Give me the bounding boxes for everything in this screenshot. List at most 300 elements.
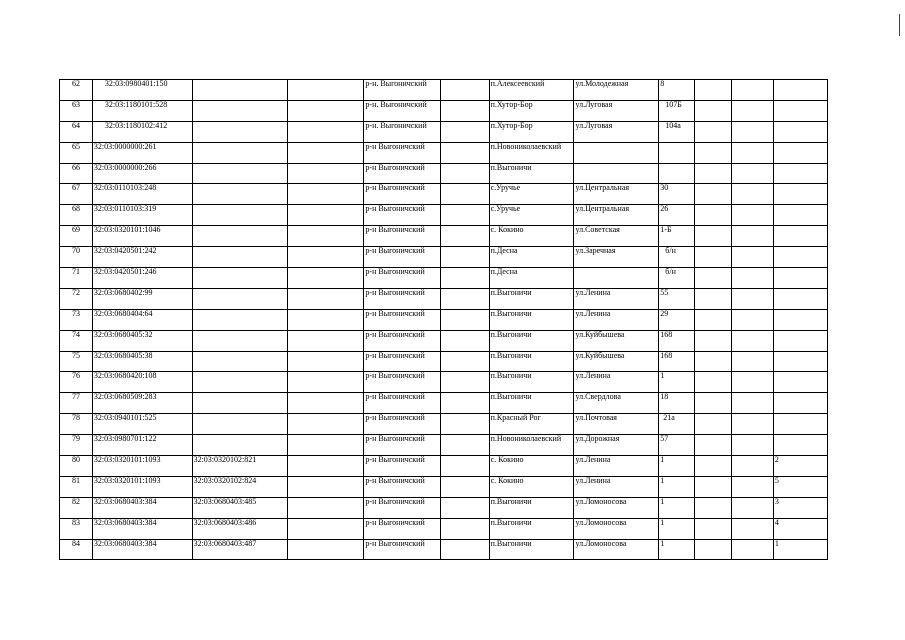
empty-cell: [288, 435, 364, 456]
apartment-number: [773, 226, 827, 247]
street-name: ул.Куйбышева: [574, 330, 659, 351]
district-name: р-н Выгоничский: [364, 414, 440, 435]
linked-cadastral-number: [192, 142, 287, 163]
empty-cell: [440, 247, 489, 268]
settlement-name: п.Хутор-Бор: [489, 100, 574, 121]
cadastral-number: 32:03:0680403:384: [92, 518, 192, 539]
table-row: [60, 288, 828, 309]
row-number: 82: [60, 497, 93, 518]
linked-cadastral-number: [192, 309, 287, 330]
street-name: ул.Ленина: [574, 456, 659, 477]
apartment-number: [773, 80, 827, 101]
table-row: [60, 121, 828, 142]
row-number: 65: [60, 142, 93, 163]
empty-cell: [695, 539, 732, 560]
empty-cell: [695, 518, 732, 539]
apartment-number: [773, 205, 827, 226]
settlement-name: п.Выгоничи: [489, 393, 574, 414]
empty-cell: [440, 309, 489, 330]
empty-cell: [695, 184, 732, 205]
linked-cadastral-number: [192, 414, 287, 435]
empty-cell: [288, 518, 364, 539]
empty-cell: [695, 456, 732, 477]
empty-cell: [732, 268, 773, 289]
street-name: ул.Ленина: [574, 476, 659, 497]
house-number: 1: [659, 518, 695, 539]
district-name: р-н. Выгоничский: [364, 100, 440, 121]
street-name: ул.Куйбышева: [574, 351, 659, 372]
street-name: ул.Луговая: [574, 121, 659, 142]
district-name: р-н Выгоничский: [364, 351, 440, 372]
settlement-name: п.Выгоничи: [489, 163, 574, 184]
empty-cell: [695, 372, 732, 393]
empty-cell: [732, 539, 773, 560]
street-name: ул.Центральная: [574, 184, 659, 205]
house-number: 1: [659, 497, 695, 518]
row-number: 62: [60, 80, 93, 101]
empty-cell: [732, 476, 773, 497]
table-row: [60, 476, 828, 497]
empty-cell: [440, 80, 489, 101]
district-name: р-н Выгоничский: [364, 393, 440, 414]
district-name: р-н Выгоничский: [364, 205, 440, 226]
house-number: 168: [659, 330, 695, 351]
empty-cell: [695, 414, 732, 435]
settlement-name: п.Новониколаевский: [489, 435, 574, 456]
empty-cell: [732, 414, 773, 435]
cadastral-number: 32:03:0000000:261: [92, 142, 192, 163]
street-name: ул.Ленина: [574, 288, 659, 309]
settlement-name: п.Десна: [489, 247, 574, 268]
table-row: [60, 226, 828, 247]
table-row: [60, 497, 828, 518]
empty-cell: [440, 163, 489, 184]
table-row: [60, 330, 828, 351]
linked-cadastral-number: [192, 393, 287, 414]
apartment-number: [773, 247, 827, 268]
row-number: 84: [60, 539, 93, 560]
cadastral-number: 32:03:0320101:1093: [92, 456, 192, 477]
house-number: 1: [659, 372, 695, 393]
row-number: 63: [60, 100, 93, 121]
empty-cell: [288, 372, 364, 393]
empty-cell: [288, 539, 364, 560]
district-name: р-н Выгоничский: [364, 163, 440, 184]
empty-cell: [288, 226, 364, 247]
empty-cell: [440, 518, 489, 539]
street-name: ул.Заречная: [574, 247, 659, 268]
table-row: [60, 247, 828, 268]
row-number: 68: [60, 205, 93, 226]
settlement-name: п.Выгоничи: [489, 330, 574, 351]
settlement-name: с. Кокино: [489, 456, 574, 477]
linked-cadastral-number: [192, 330, 287, 351]
district-name: р-н Выгоничский: [364, 268, 440, 289]
row-number: 73: [60, 309, 93, 330]
linked-cadastral-number: [192, 268, 287, 289]
empty-cell: [732, 330, 773, 351]
settlement-name: с.Уручье: [489, 205, 574, 226]
linked-cadastral-number: 32:03:0320102:821: [192, 456, 287, 477]
row-number: 75: [60, 351, 93, 372]
cadastral-number: 32:03:0000000:266: [92, 163, 192, 184]
empty-cell: [288, 456, 364, 477]
linked-cadastral-number: [192, 288, 287, 309]
house-number: 26: [659, 205, 695, 226]
settlement-name: п.Выгоничи: [489, 288, 574, 309]
empty-cell: [695, 330, 732, 351]
empty-cell: [695, 247, 732, 268]
empty-cell: [440, 268, 489, 289]
empty-cell: [288, 121, 364, 142]
house-number: [659, 142, 695, 163]
settlement-name: п.Десна: [489, 268, 574, 289]
apartment-number: [773, 393, 827, 414]
row-number: 77: [60, 393, 93, 414]
row-number: 69: [60, 226, 93, 247]
district-name: р-н Выгоничский: [364, 309, 440, 330]
cadastral-number: 32:03:0680509:283: [92, 393, 192, 414]
district-name: р-н Выгоничский: [364, 247, 440, 268]
table-row: [60, 268, 828, 289]
empty-cell: [288, 247, 364, 268]
empty-cell: [440, 288, 489, 309]
row-number: 80: [60, 456, 93, 477]
linked-cadastral-number: 32:03:0680403:485: [192, 497, 287, 518]
row-number: 76: [60, 372, 93, 393]
empty-cell: [288, 205, 364, 226]
house-number: 104а: [659, 121, 695, 142]
settlement-name: п.Выгоничи: [489, 351, 574, 372]
cadastral-number: 32:03:0680405:38: [92, 351, 192, 372]
empty-cell: [732, 80, 773, 101]
apartment-number: 1: [773, 539, 827, 560]
apartment-number: [773, 414, 827, 435]
cadastral-number: 32:03:1180102:412: [92, 121, 192, 142]
empty-cell: [288, 288, 364, 309]
empty-cell: [732, 309, 773, 330]
district-name: р-н Выгоничский: [364, 226, 440, 247]
street-name: ул.Луговая: [574, 100, 659, 121]
cadastral-number: 32:03:0680404:64: [92, 309, 192, 330]
empty-cell: [732, 100, 773, 121]
district-name: р-н Выгоничский: [364, 476, 440, 497]
district-name: р-н Выгоничский: [364, 497, 440, 518]
house-number: 168: [659, 351, 695, 372]
table-row: [60, 184, 828, 205]
settlement-name: п.Хутор-Бор: [489, 121, 574, 142]
cadastral-number: 32:03:0680403:384: [92, 497, 192, 518]
cadastral-number: 32:03:0680402:99: [92, 288, 192, 309]
linked-cadastral-number: 32:03:0680403:486: [192, 518, 287, 539]
settlement-name: п.Выгоничи: [489, 372, 574, 393]
house-number: 1: [659, 539, 695, 560]
linked-cadastral-number: [192, 205, 287, 226]
district-name: р-н. Выгоничский: [364, 80, 440, 101]
table-row: [60, 393, 828, 414]
table-row: [60, 456, 828, 477]
empty-cell: [695, 80, 732, 101]
cadastral-number: 32:03:0320101:1046: [92, 226, 192, 247]
empty-cell: [732, 226, 773, 247]
empty-cell: [732, 435, 773, 456]
settlement-name: п.Выгоничи: [489, 518, 574, 539]
empty-cell: [440, 393, 489, 414]
empty-cell: [440, 456, 489, 477]
row-number: 72: [60, 288, 93, 309]
apartment-number: 3: [773, 497, 827, 518]
row-number: 66: [60, 163, 93, 184]
empty-cell: [732, 163, 773, 184]
row-number: 70: [60, 247, 93, 268]
linked-cadastral-number: [192, 80, 287, 101]
empty-cell: [695, 476, 732, 497]
empty-cell: [288, 330, 364, 351]
district-name: р-н. Выгоничский: [364, 121, 440, 142]
house-number: 21а: [659, 414, 695, 435]
district-name: р-н Выгоничский: [364, 539, 440, 560]
settlement-name: п.Алексеевский: [489, 80, 574, 101]
linked-cadastral-number: [192, 351, 287, 372]
district-name: р-н Выгоничский: [364, 456, 440, 477]
street-name: [574, 268, 659, 289]
apartment-number: [773, 142, 827, 163]
empty-cell: [288, 476, 364, 497]
table-row: [60, 435, 828, 456]
linked-cadastral-number: [192, 163, 287, 184]
table-row: [60, 80, 828, 101]
empty-cell: [440, 330, 489, 351]
street-name: ул.Свердлова: [574, 393, 659, 414]
cadastral-number: 32:03:0980701:122: [92, 435, 192, 456]
house-number: б/н: [659, 268, 695, 289]
empty-cell: [440, 184, 489, 205]
empty-cell: [440, 539, 489, 560]
district-name: р-н Выгоничский: [364, 372, 440, 393]
empty-cell: [440, 372, 489, 393]
empty-cell: [440, 497, 489, 518]
empty-cell: [288, 414, 364, 435]
empty-cell: [732, 497, 773, 518]
row-number: 83: [60, 518, 93, 539]
settlement-name: с. Кокино: [489, 226, 574, 247]
row-number: 64: [60, 121, 93, 142]
cadastral-number: 32:03:1180101:528: [92, 100, 192, 121]
empty-cell: [732, 456, 773, 477]
house-number: 1-Б: [659, 226, 695, 247]
empty-cell: [695, 393, 732, 414]
table-row: [60, 351, 828, 372]
empty-cell: [288, 393, 364, 414]
empty-cell: [732, 351, 773, 372]
empty-cell: [440, 226, 489, 247]
apartment-number: [773, 121, 827, 142]
street-name: [574, 142, 659, 163]
empty-cell: [732, 205, 773, 226]
register-body: [60, 80, 828, 560]
apartment-number: [773, 435, 827, 456]
linked-cadastral-number: [192, 184, 287, 205]
house-number: 57: [659, 435, 695, 456]
empty-cell: [288, 163, 364, 184]
apartment-number: [773, 288, 827, 309]
empty-cell: [695, 435, 732, 456]
empty-cell: [440, 121, 489, 142]
empty-cell: [695, 163, 732, 184]
cadastral-number: 32:03:0110103:319: [92, 205, 192, 226]
street-name: ул.Молодежная: [574, 80, 659, 101]
apartment-number: [773, 309, 827, 330]
apartment-number: 5: [773, 476, 827, 497]
apartment-number: [773, 330, 827, 351]
empty-cell: [695, 121, 732, 142]
empty-cell: [440, 414, 489, 435]
district-name: р-н Выгоничский: [364, 142, 440, 163]
apartment-number: [773, 184, 827, 205]
cadastral-number: 32:03:0320101:1093: [92, 476, 192, 497]
empty-cell: [288, 142, 364, 163]
house-number: 18: [659, 393, 695, 414]
cadastral-number: 32:03:0420501:242: [92, 247, 192, 268]
house-number: [659, 163, 695, 184]
settlement-name: с.Уручье: [489, 184, 574, 205]
settlement-name: п.Выгоничи: [489, 309, 574, 330]
cadastral-number: 32:03:0980401:150: [92, 80, 192, 101]
street-name: ул.Ленина: [574, 309, 659, 330]
district-name: р-н Выгоничский: [364, 518, 440, 539]
street-name: ул.Ломоносова: [574, 518, 659, 539]
cadastral-number: 32:03:0940101:525: [92, 414, 192, 435]
empty-cell: [695, 100, 732, 121]
apartment-number: [773, 163, 827, 184]
linked-cadastral-number: 32:03:0680403:487: [192, 539, 287, 560]
empty-cell: [440, 435, 489, 456]
empty-cell: [732, 184, 773, 205]
apartment-number: 4: [773, 518, 827, 539]
empty-cell: [440, 100, 489, 121]
house-number: 8: [659, 80, 695, 101]
table-row: [60, 205, 828, 226]
linked-cadastral-number: [192, 121, 287, 142]
empty-cell: [732, 288, 773, 309]
table-row: [60, 142, 828, 163]
street-name: ул.Центральная: [574, 205, 659, 226]
empty-cell: [695, 288, 732, 309]
house-number: 107Б: [659, 100, 695, 121]
apartment-number: [773, 100, 827, 121]
cadastral-number: 32:03:0110103:248: [92, 184, 192, 205]
table-row: [60, 100, 828, 121]
cadastral-number: 32:03:0680405:32: [92, 330, 192, 351]
linked-cadastral-number: [192, 226, 287, 247]
linked-cadastral-number: [192, 435, 287, 456]
street-name: ул.Ленина: [574, 372, 659, 393]
row-number: 81: [60, 476, 93, 497]
settlement-name: п.Красный Рог: [489, 414, 574, 435]
cadastral-number: 32:03:0420501:246: [92, 268, 192, 289]
house-number: 1: [659, 456, 695, 477]
empty-cell: [695, 142, 732, 163]
empty-cell: [440, 351, 489, 372]
row-number: 78: [60, 414, 93, 435]
empty-cell: [288, 309, 364, 330]
empty-cell: [440, 205, 489, 226]
empty-cell: [440, 142, 489, 163]
apartment-number: 2: [773, 456, 827, 477]
table-row: [60, 518, 828, 539]
house-number: 30: [659, 184, 695, 205]
street-name: ул.Дорожная: [574, 435, 659, 456]
settlement-name: с. Кокино: [489, 476, 574, 497]
cadastral-number: 32:03:0680420:108: [92, 372, 192, 393]
house-number: б/н: [659, 247, 695, 268]
street-name: ул.Ломоносова: [574, 497, 659, 518]
empty-cell: [732, 518, 773, 539]
table-row: [60, 414, 828, 435]
row-number: 71: [60, 268, 93, 289]
page-edge-mark: [899, 14, 900, 36]
linked-cadastral-number: [192, 100, 287, 121]
empty-cell: [288, 268, 364, 289]
row-number: 74: [60, 330, 93, 351]
apartment-number: [773, 372, 827, 393]
linked-cadastral-number: [192, 247, 287, 268]
street-name: ул.Советская: [574, 226, 659, 247]
settlement-name: п.Выгоничи: [489, 539, 574, 560]
property-register-table: [59, 79, 828, 560]
house-number: 29: [659, 309, 695, 330]
row-number: 67: [60, 184, 93, 205]
table-row: [60, 539, 828, 560]
empty-cell: [288, 80, 364, 101]
linked-cadastral-number: 32:03:0320102:824: [192, 476, 287, 497]
street-name: [574, 163, 659, 184]
table-row: [60, 309, 828, 330]
empty-cell: [440, 476, 489, 497]
empty-cell: [732, 372, 773, 393]
district-name: р-н Выгоничский: [364, 288, 440, 309]
empty-cell: [732, 121, 773, 142]
empty-cell: [732, 393, 773, 414]
district-name: р-н Выгоничский: [364, 435, 440, 456]
settlement-name: п.Выгоничи: [489, 497, 574, 518]
table-row: [60, 372, 828, 393]
empty-cell: [695, 351, 732, 372]
settlement-name: п.Новониколаевский: [489, 142, 574, 163]
empty-cell: [288, 100, 364, 121]
street-name: ул.Почтовая: [574, 414, 659, 435]
empty-cell: [695, 226, 732, 247]
empty-cell: [288, 351, 364, 372]
empty-cell: [732, 247, 773, 268]
empty-cell: [732, 142, 773, 163]
street-name: ул.Ломоносова: [574, 539, 659, 560]
empty-cell: [695, 497, 732, 518]
table-row: [60, 163, 828, 184]
apartment-number: [773, 351, 827, 372]
district-name: р-н Выгоничский: [364, 184, 440, 205]
apartment-number: [773, 268, 827, 289]
district-name: р-н Выгоничский: [364, 330, 440, 351]
empty-cell: [695, 205, 732, 226]
house-number: 1: [659, 476, 695, 497]
empty-cell: [288, 184, 364, 205]
row-number: 79: [60, 435, 93, 456]
empty-cell: [288, 497, 364, 518]
house-number: 55: [659, 288, 695, 309]
cadastral-number: 32:03:0680403:384: [92, 539, 192, 560]
empty-cell: [695, 268, 732, 289]
